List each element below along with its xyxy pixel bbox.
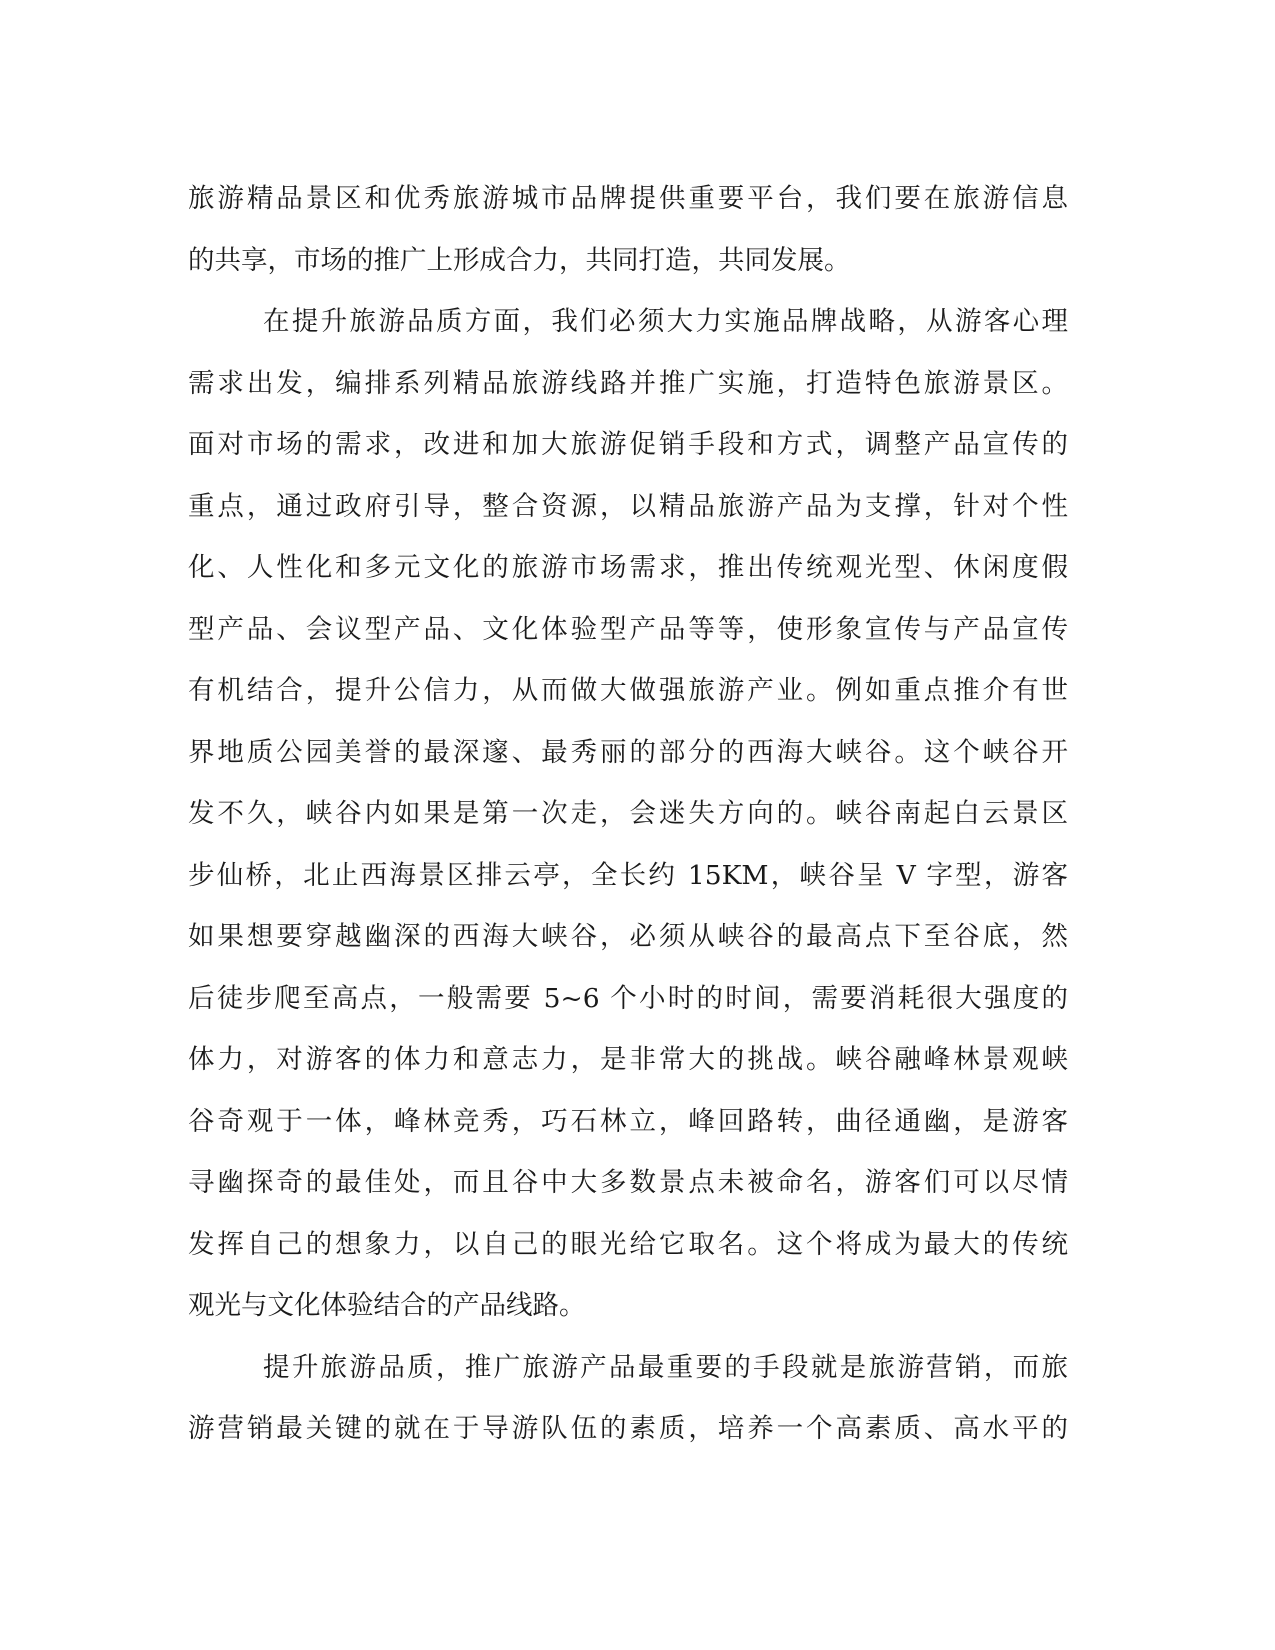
text-line: 游营销最关键的就在于导游队伍的素质，培养一个高素质、高水平的 [188, 1413, 1068, 1444]
text-line: 有机结合，提升公信力，从而做大做强旅游产业。例如重点推介有世 [188, 675, 1068, 706]
text-line: 体力，对游客的体力和意志力，是非常大的挑战。峡谷融峰林景观峡 [188, 1044, 1068, 1075]
text-line: 界地质公园美誉的最深邃、最秀丽的部分的西海大峡谷。这个峡谷开 [188, 736, 1068, 768]
text-line-paragraph-start: 提升旅游品质，推广旅游产品最重要的手段就是旅游营销，而旅 [263, 1351, 1068, 1383]
text-line: 型产品、会议型产品、文化体验型产品等等，使形象宣传与产品宣传 [188, 613, 1068, 645]
text-line: 化、人性化和多元文化的旅游市场需求，推出传统观光型、休闲度假 [188, 552, 1068, 583]
text-line: 面对市场的需求，改进和加大旅游促销手段和方式，调整产品宣传的 [188, 429, 1068, 460]
text-line: 重点，通过政府引导，整合资源，以精品旅游产品为支撑，针对个性 [188, 490, 1068, 522]
text-line: 后徒步爬至高点，一般需要 5~6 个小时的时间，需要消耗很大强度的 [188, 982, 1068, 1014]
text-line-paragraph-start: 在提升旅游品质方面，我们必须大力实施品牌战略，从游客心理 [263, 306, 1068, 337]
text-line: 的共享，市场的推广上形成合力，共同打造，共同发展。 [188, 244, 851, 276]
text-line: 旅游精品景区和优秀旅游城市品牌提供重要平台，我们要在旅游信息 [188, 183, 1068, 214]
text-line: 观光与文化体验结合的产品线路。 [188, 1290, 586, 1321]
body-text [188, 168, 1068, 1460]
text-line: 谷奇观于一体，峰林竞秀，巧石林立，峰回路转，曲径通幽，是游客 [188, 1105, 1068, 1137]
text-line: 步仙桥，北止西海景区排云亭，全长约 15KM，峡谷呈 V 字型，游客 [188, 859, 1068, 891]
text-line: 发挥自己的想象力，以自己的眼光给它取名。这个将成为最大的传统 [188, 1228, 1068, 1260]
text-line: 发不久，峡谷内如果是第一次走，会迷失方向的。峡谷南起白云景区 [188, 798, 1068, 829]
text-line: 寻幽探奇的最佳处，而且谷中大多数景点未被命名，游客们可以尽情 [188, 1167, 1068, 1198]
text-line: 需求出发，编排系列精品旅游线路并推广实施，打造特色旅游景区。 [188, 367, 1068, 399]
text-line: 如果想要穿越幽深的西海大峡谷，必须从峡谷的最高点下至谷底，然 [188, 921, 1068, 952]
